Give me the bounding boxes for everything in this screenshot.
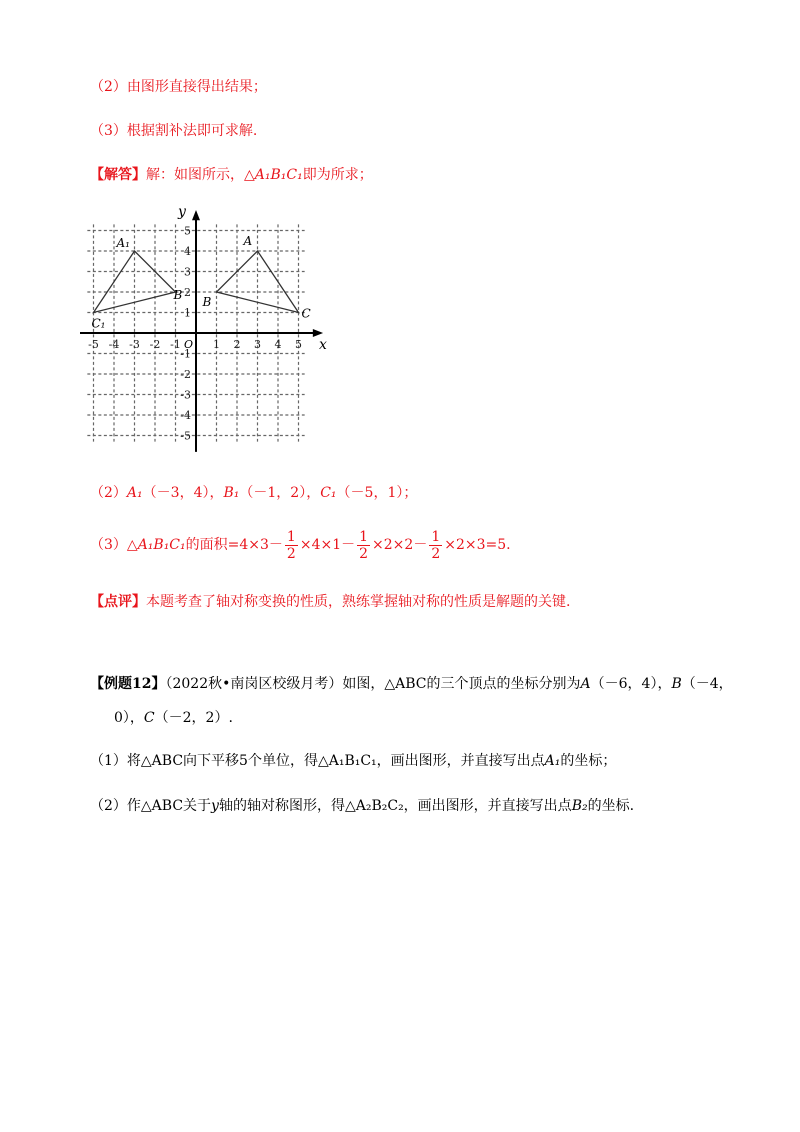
example12-source: （2022秋•南岗区校级月考） — [165, 676, 343, 692]
question-1-point: A₁ — [544, 753, 561, 769]
coordinate-graph — [80, 206, 330, 456]
result2-b1-coord: （－1，2）， — [239, 485, 321, 501]
y-tick-label: 3 — [184, 265, 191, 279]
y-tick-label: 1 — [184, 306, 191, 320]
question-2-text: （2）作△ABC关于 — [90, 798, 212, 814]
fraction-1-den: 2 — [286, 545, 296, 562]
vertex-label-c: C — [301, 306, 311, 321]
result2-a1: A₁ — [126, 485, 143, 501]
y-tick-label: -3 — [180, 388, 191, 402]
answer-prefix: 解：如图所示， — [146, 167, 244, 183]
question-2-mid: 轴的轴对称图形，得△A₂B₂C₂，画出图形，并直接写出点 — [218, 798, 572, 814]
question-1-text: （1）将△ABC向下平移5个单位，得△A₁B₁C₁，画出图形，并直接写出点 — [90, 753, 545, 769]
result3-term2: ×2×2－ — [372, 537, 428, 553]
answer-suffix: 即为所求； — [302, 167, 373, 183]
answer-triangle: △A₁B₁C₁ — [244, 167, 303, 183]
y-tick-label: -4 — [180, 409, 191, 422]
x-axis-label: x — [319, 337, 327, 353]
question-2-axis: y — [211, 798, 219, 814]
analysis-step3: （3）根据割补法即可求解. — [90, 123, 258, 139]
result3-term3: ×2×3= — [444, 537, 498, 553]
y-tick-label: 4 — [184, 245, 191, 258]
x-tick-label: -3 — [129, 338, 140, 351]
question-1 — [90, 751, 616, 771]
result2-a1-coord: （－3，4）， — [142, 485, 224, 501]
result3-line — [90, 526, 511, 564]
result2-num: （2） — [90, 485, 127, 501]
x-axis-arrow — [313, 329, 323, 337]
vertex-label-b1: B — [173, 288, 183, 302]
origin-label: O — [184, 338, 194, 351]
comment-text: 本题考查了轴对称变换的性质，熟练掌握轴对称的性质是解题的关键. — [146, 594, 571, 610]
question-2-point: B₂ — [571, 798, 588, 814]
result2-line — [90, 483, 417, 503]
y-tick-label: 5 — [184, 224, 191, 238]
y-axis-arrow — [192, 210, 200, 220]
result3-term1: ×4×1－ — [299, 537, 356, 553]
point-a-coord: （－6，4）， — [590, 676, 672, 692]
x-tick-label: 3 — [254, 338, 261, 351]
comment-line — [90, 592, 570, 612]
example12-text: 如图，△ABC的三个顶点的坐标分别为 — [342, 676, 581, 692]
vertex-label-c1: C₁ — [91, 316, 106, 331]
answer-line — [90, 165, 373, 185]
example12-line1 — [90, 674, 733, 694]
fraction-3 — [429, 529, 442, 562]
vertex-label-a: A — [243, 234, 253, 248]
fraction-3-den: 2 — [431, 545, 441, 562]
vertex-label-a1: A₁ — [116, 236, 130, 250]
x-tick-label: 2 — [233, 338, 241, 351]
x-tick-label: 1 — [213, 338, 220, 351]
point-b-coord-b: 0）， — [114, 710, 144, 726]
fraction-2-num: 1 — [359, 528, 369, 545]
result3-triangle: △A₁B₁C₁ — [126, 537, 186, 553]
vertex-label-b: B — [202, 295, 212, 309]
comment-tag: 【点评】 — [90, 594, 146, 610]
point-a: A — [580, 676, 591, 692]
result2-c1: C₁ — [320, 485, 337, 501]
y-tick-label: 2 — [184, 286, 191, 299]
x-tick-label: -4 — [108, 338, 120, 351]
question-2 — [90, 796, 634, 816]
fraction-1 — [285, 529, 298, 562]
example12-line2 — [114, 708, 233, 728]
question-2-end: 的坐标. — [587, 798, 635, 814]
x-tick-label: -5 — [88, 338, 99, 351]
x-tick-label: 4 — [274, 338, 282, 351]
fraction-1-num: 1 — [286, 528, 296, 545]
y-tick-label: -5 — [180, 429, 191, 443]
point-c-coord: （－2，2）. — [154, 710, 233, 726]
fraction-3-num: 1 — [431, 528, 441, 545]
point-c: C — [143, 710, 155, 726]
result3-num: （3） — [90, 537, 127, 553]
x-tick-label: -1 — [170, 338, 181, 351]
analysis-step2: （2）由图形直接得出结果； — [90, 79, 267, 95]
fraction-2-den: 2 — [359, 545, 369, 562]
answer-tag: 【解答】 — [90, 167, 146, 183]
example12-tag: 【例题12】 — [90, 676, 166, 692]
point-b-coord-a: （－4， — [681, 676, 733, 692]
fraction-2 — [357, 529, 370, 562]
x-tick-label: -2 — [149, 338, 161, 351]
x-tick-label: 5 — [295, 338, 302, 351]
y-tick-label: -1 — [180, 347, 191, 361]
y-axis-label: y — [178, 206, 186, 221]
y-tick-label: -2 — [180, 368, 191, 381]
question-1-end: 的坐标； — [560, 753, 617, 769]
result3-lead: 的面积=4×3－ — [185, 537, 283, 553]
point-b: B — [671, 676, 682, 692]
result3-answer: 5. — [497, 537, 511, 553]
result2-b1: B₁ — [223, 485, 240, 501]
result2-c1-coord: （－5，1）； — [336, 485, 418, 501]
